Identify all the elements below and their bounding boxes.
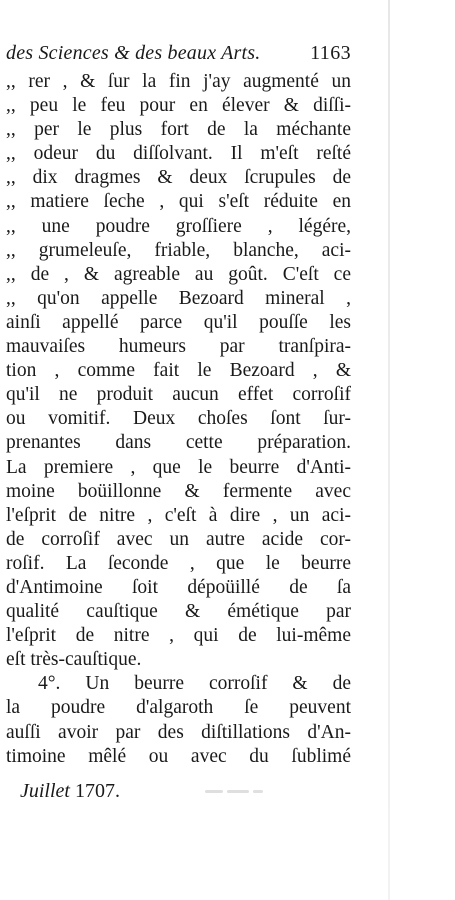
signature-year: 1707.	[74, 780, 120, 802]
text-line: ,, dix dragmes & deux ſcrupules de	[6, 167, 351, 189]
page-edge	[388, 0, 390, 900]
signature-line	[20, 776, 220, 806]
text-line: l'eſprit de nitre , qui de lui-même	[6, 625, 351, 647]
text-line: ,, per le plus fort de la méchante	[6, 119, 351, 141]
text-line: ,, peu le feu pour en élever & diſſi-	[6, 95, 351, 117]
text-line: ,, odeur du diſſolvant. Il m'eſt reſté	[6, 143, 351, 165]
text-line: ,, matiere ſeche , qui s'eſt réduite en	[6, 191, 351, 213]
text-line: de corroſif avec un autre acide cor-	[6, 528, 351, 550]
text-line: moine boüillonne & fermente avec	[6, 480, 351, 502]
text-line: eſt très-cauſtique.	[6, 649, 142, 671]
text-line: tion , comme fait le Bezoard , &	[6, 360, 351, 382]
page-number: 1163	[310, 42, 351, 64]
body-text	[6, 70, 351, 769]
signature-month: Juillet	[20, 780, 70, 802]
text-line: ,, rer , & ſur la fin j'ay augmenté un	[6, 71, 351, 92]
text-line: prenantes dans cette préparation.	[6, 432, 351, 454]
text-line: mauvaiſes humeurs par tranſpira-	[6, 336, 351, 358]
text-line: ,, de , & agreable au goût. C'eſt ce	[6, 263, 351, 285]
text-line: qualité cauſtique & émétique par	[6, 601, 351, 623]
text-line: ,, grumeleuſe, friable, blanche, aci-	[6, 239, 351, 261]
text-line: qu'il ne produit aucun effet corroſif	[6, 384, 351, 406]
text-line: ,, une poudre groſſiere , légére,	[6, 215, 351, 237]
text-line: roſif. La ſeconde , que le beurre	[6, 552, 351, 574]
text-line: ,, qu'on appelle Bezoard mineral ,	[6, 287, 351, 309]
text-line: la poudre d'algaroth ſe peuvent	[6, 697, 351, 719]
text-line: auſſi avoir par des diſtillations d'An-	[6, 721, 351, 743]
text-line: La premiere , que le beurre d'Anti-	[6, 456, 351, 478]
running-title: des Sciences & des beaux Arts.	[6, 42, 261, 64]
text-line: d'Antimoine ſoit dépoüillé de ſa	[6, 576, 351, 598]
text-line: ou vomitif. Deux choſes ſont ſur-	[6, 408, 351, 430]
text-line: l'eſprit de nitre , c'eſt à dire , un aci-	[6, 504, 351, 526]
paragraph-first-line: 4°. Un beurre corroſif & de	[38, 673, 351, 695]
page-header	[6, 38, 351, 68]
show-through-ink	[205, 784, 265, 800]
text-line: ainſi appellé parce qu'il pouſſe les	[6, 311, 351, 333]
text-line: timoine mêlé ou avec du ſublimé	[6, 745, 351, 767]
